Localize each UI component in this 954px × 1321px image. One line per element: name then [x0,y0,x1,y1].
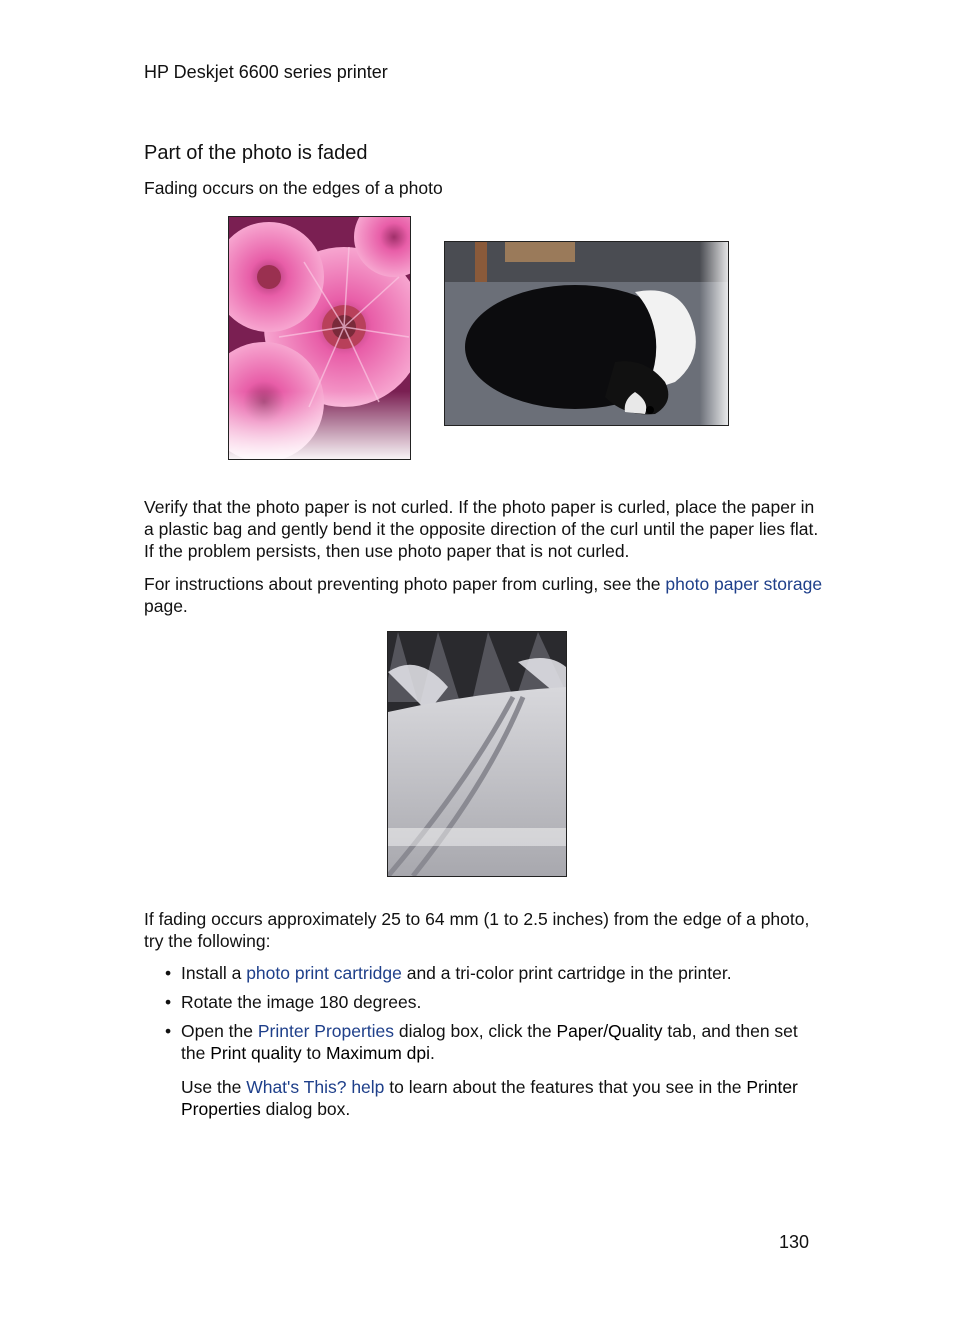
troubleshooting-list [144,962,824,1071]
list-item-text: to [301,1043,326,1063]
list-item-text: and a tri-color print cartridge in the printer. [401,963,732,983]
photo-paper-storage-link[interactable]: photo paper storage [665,574,823,594]
list-item-text: . [430,1043,435,1063]
list-item [144,962,824,984]
paragraph-fading-distance: If fading occurs approximately 25 to 64 mm (1 to 2.5 inches) from the edge of a photo, try the following: [144,909,810,951]
ui-term-print-quality: Print quality [210,1043,302,1063]
page-number: 130 [779,1232,810,1252]
list-item [144,1020,824,1064]
ui-term-maximum-dpi: Maximum dpi [325,1043,431,1063]
list-item-text: Open the [181,1021,258,1041]
bullet-marker: • [165,963,172,983]
ui-term-printer-properties: Printer Properties [181,1077,798,1119]
printer-properties-link[interactable]: Printer Properties [257,1021,395,1041]
photo-print-cartridge-link[interactable]: photo print cartridge [246,963,402,983]
faded-snow-photo [387,631,567,877]
list-item-text: tab, and then set the [181,1021,798,1063]
paragraph-storage-tail: page. [144,596,188,616]
list-item-text: Rotate the image 180 degrees. [181,992,422,1012]
help-note-text: to learn about the features that you see in the [384,1077,747,1097]
section-subtitle: Fading occurs on the edges of a photo [144,178,443,198]
list-item-text: dialog box, click the [394,1021,557,1041]
ui-term-paper-quality: Paper/Quality [556,1021,663,1041]
list-item [144,991,824,1013]
paragraph-curl: Verify that the photo paper is not curled. If the photo paper is curled, place the paper in a plastic bag and gently bend it the opposite direction of the curl until the paper lies flat. If the problem persists, then use photo paper that is not curled. [144,497,819,561]
faded-dog-photo [444,241,729,426]
help-note-text: Use the [181,1077,247,1097]
bullet-marker: • [165,992,172,1012]
running-header: HP Deskjet 6600 series printer [144,62,388,82]
whats-this-help-link[interactable]: What's This? help [246,1077,385,1097]
faded-flower-photo [228,216,411,460]
section-title: Part of the photo is faded [144,142,368,164]
paragraph-storage-text: For instructions about preventing photo paper from curling, see the [144,574,666,594]
bullet-marker: • [165,1021,172,1041]
help-note-text: dialog box. [260,1099,351,1119]
list-item-text: Install a [181,963,247,983]
help-note [181,1076,821,1120]
paragraph-storage [144,573,824,617]
